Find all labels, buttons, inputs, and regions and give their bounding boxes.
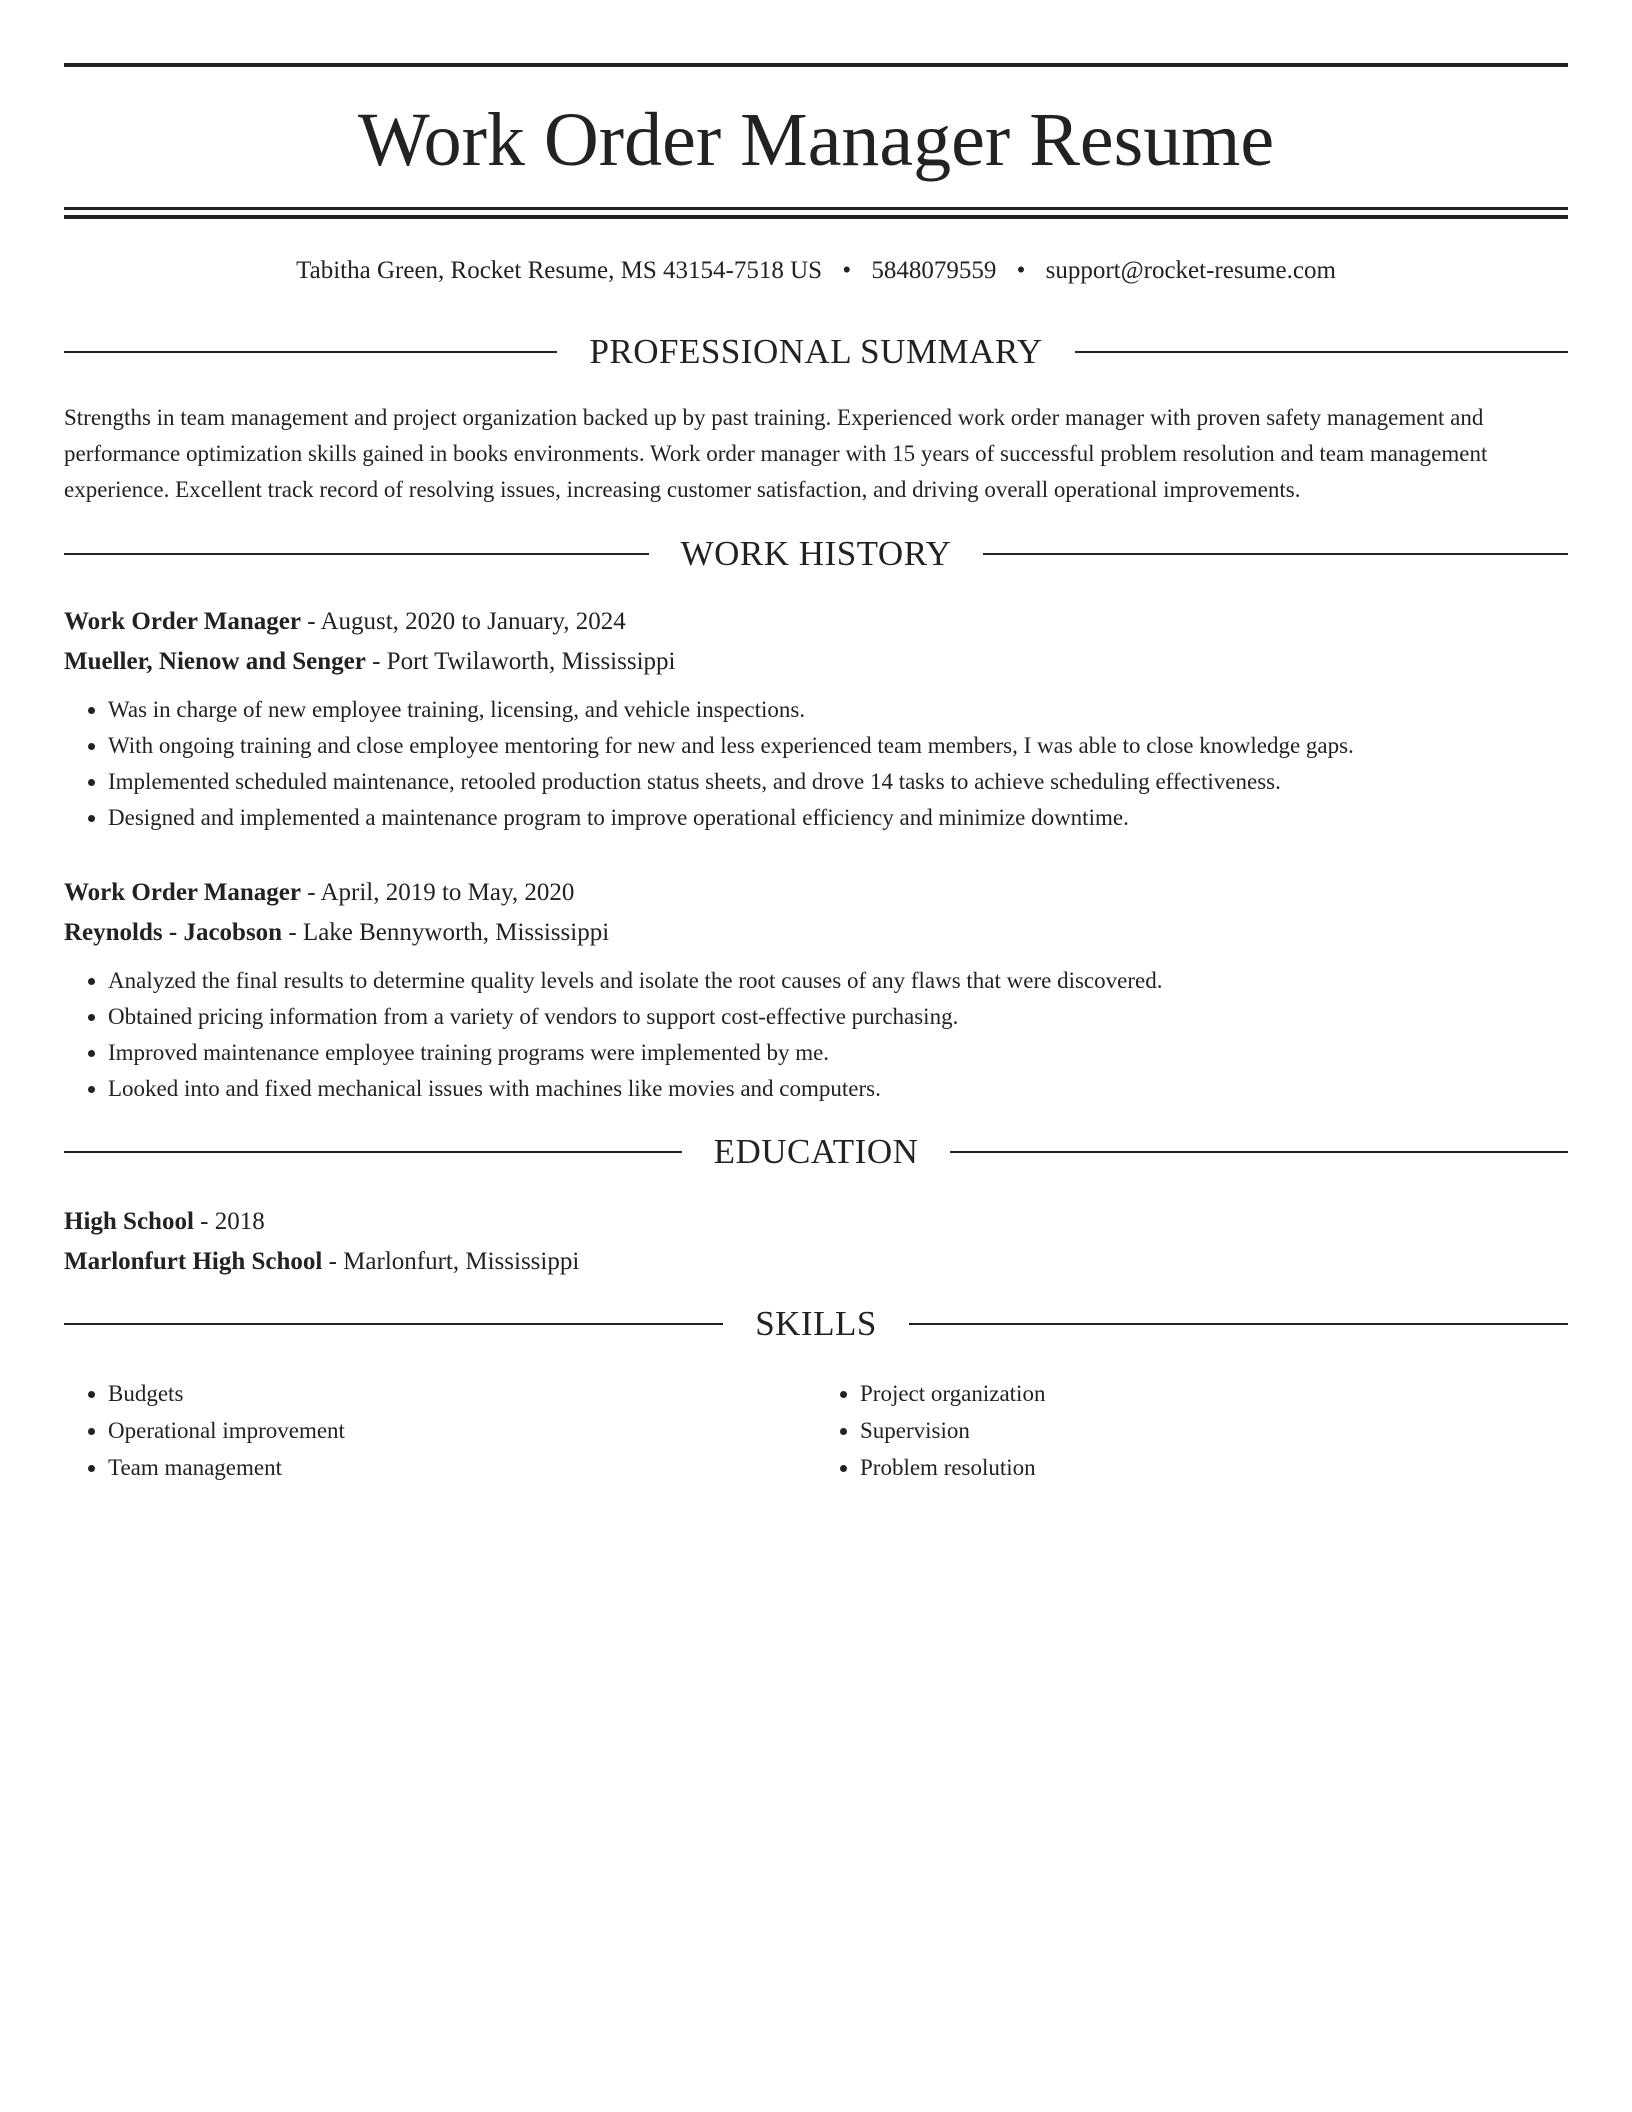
skill-item: • Operational improvement bbox=[108, 1412, 816, 1449]
section-title: PROFESSIONAL SUMMARY bbox=[589, 332, 1043, 371]
section-title: WORK HISTORY bbox=[680, 534, 952, 573]
skills-list-left bbox=[64, 1375, 816, 1486]
job-company-line bbox=[64, 913, 1568, 953]
contact-separator: • bbox=[842, 257, 852, 284]
list-item: • Obtained pricing information from a variety of vendors to support cost-effective purchasing. bbox=[108, 999, 1568, 1035]
list-item: • Improved maintenance employee training programs were implemented by me. bbox=[108, 1035, 1568, 1071]
contact-separator: • bbox=[1016, 257, 1026, 284]
job-entry bbox=[64, 873, 1568, 1107]
job-company-line bbox=[64, 642, 1568, 682]
job-company: Mueller, Nienow and Senger bbox=[64, 648, 366, 675]
summary-text: Strengths in team management and project organization backed up by past training. Experienced work order manager with proven safety management and performance optimization skills gained in books environments. Work order manager with 15 years of successful problem resolution and team management experience. Excellent track record of resolving issues, increasing customer satisfaction, and driving overall operational improvements. bbox=[64, 405, 1488, 502]
education-location: - Marlonfurt, Mississippi bbox=[322, 1248, 580, 1275]
heading-rule-right bbox=[1075, 351, 1568, 353]
education-year: - 2018 bbox=[193, 1208, 265, 1235]
top-rule bbox=[64, 63, 1568, 67]
job-entry bbox=[64, 602, 1568, 836]
job-title: Work Order Manager bbox=[64, 879, 301, 906]
skill-item: • Problem resolution bbox=[860, 1449, 1568, 1486]
job-location: - Port Twilaworth, Mississippi bbox=[365, 648, 676, 675]
job-location: - Lake Bennyworth, Mississippi bbox=[282, 919, 610, 946]
job-bullets bbox=[64, 963, 1568, 1107]
heading-rule-left bbox=[64, 1323, 723, 1325]
skill-item: • Supervision bbox=[860, 1412, 1568, 1449]
job-title-line bbox=[64, 602, 1568, 642]
education-degree-line bbox=[64, 1202, 1568, 1242]
education-school-line bbox=[64, 1242, 1568, 1282]
contact-address: Tabitha Green, Rocket Resume, MS 43154-7518 US bbox=[296, 257, 823, 284]
heading-rule-right bbox=[950, 1151, 1568, 1153]
job-title: Work Order Manager bbox=[64, 608, 301, 635]
contact-email: support@rocket-resume.com bbox=[1045, 257, 1336, 284]
list-item: • Looked into and fixed mechanical issues with machines like movies and computers. bbox=[108, 1071, 1568, 1107]
heading-rule-right bbox=[909, 1323, 1568, 1325]
section-heading-education bbox=[64, 1132, 1568, 1172]
section-heading-skills bbox=[64, 1304, 1568, 1344]
heading-rule-right bbox=[983, 553, 1568, 555]
title-rule-thick bbox=[64, 215, 1568, 219]
section-title: SKILLS bbox=[755, 1304, 877, 1343]
heading-rule-left bbox=[64, 1151, 682, 1153]
skill-item: • Project organization bbox=[860, 1375, 1568, 1412]
skill-item: • Budgets bbox=[108, 1375, 816, 1412]
heading-rule-left bbox=[64, 553, 649, 555]
job-dates: - August, 2020 to January, 2024 bbox=[301, 608, 626, 635]
skills-columns bbox=[64, 1375, 1568, 1486]
education-entry bbox=[64, 1202, 1568, 1282]
job-bullets bbox=[64, 692, 1568, 836]
list-item: • With ongoing training and close employee mentoring for new and less experienced team members, I was able to close knowledge gaps. bbox=[108, 728, 1568, 764]
contact-line bbox=[64, 254, 1568, 288]
job-title-line bbox=[64, 873, 1568, 913]
skill-item: • Team management bbox=[108, 1449, 816, 1486]
education-degree: High School bbox=[64, 1208, 194, 1235]
section-heading-summary bbox=[64, 332, 1568, 372]
page-title: Work Order Manager Resume bbox=[357, 98, 1275, 182]
job-company: Reynolds - Jacobson bbox=[64, 919, 283, 946]
list-item: • Was in charge of new employee training, licensing, and vehicle inspections. bbox=[108, 692, 1568, 728]
section-title: EDUCATION bbox=[713, 1132, 919, 1171]
title-rule-thin bbox=[64, 207, 1568, 210]
job-dates: - April, 2019 to May, 2020 bbox=[301, 879, 575, 906]
list-item: • Designed and implemented a maintenance program to improve operational efficiency and minimize downtime. bbox=[108, 800, 1568, 836]
skills-list-right bbox=[816, 1375, 1568, 1486]
contact-phone: 5848079559 bbox=[871, 257, 997, 284]
heading-rule-left bbox=[64, 351, 557, 353]
education-school: Marlonfurt High School bbox=[64, 1248, 323, 1275]
list-item: • Implemented scheduled maintenance, retooled production status sheets, and drove 14 tasks to achieve scheduling effectiveness. bbox=[108, 764, 1568, 800]
list-item: • Analyzed the final results to determine quality levels and isolate the root causes of any flaws that were discovered. bbox=[108, 963, 1568, 999]
section-heading-work-history bbox=[64, 534, 1568, 574]
